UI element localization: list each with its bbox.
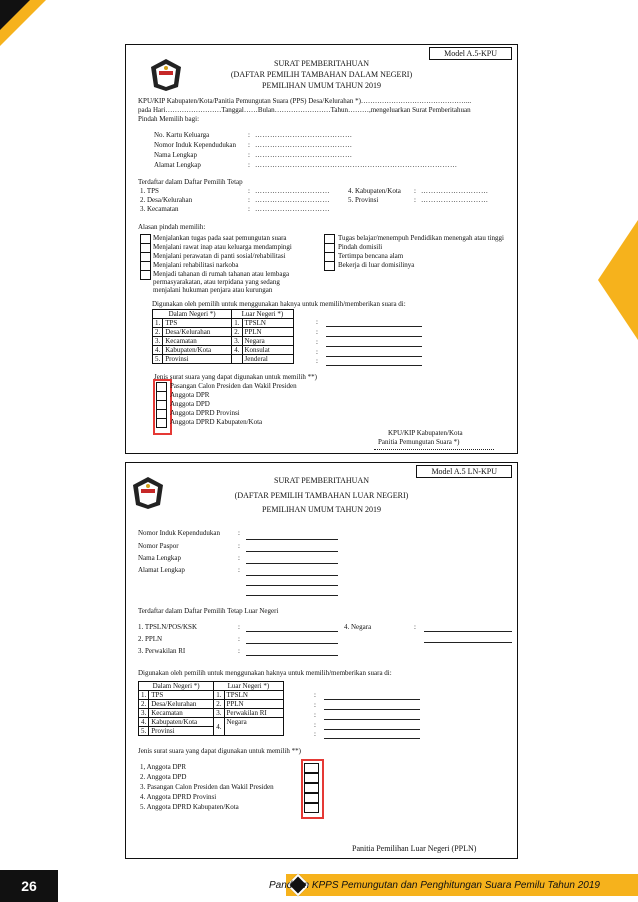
form-a5-kpu	[125, 44, 518, 454]
form-subtitle: (DAFTAR PEMILIH TAMBAHAN LUAR NEGERI)	[234, 491, 409, 500]
ballot-label: 2. Anggota DPD	[140, 773, 187, 781]
answer-line[interactable]	[324, 709, 420, 710]
section-title: Alasan pindah memilih:	[138, 223, 206, 231]
answer-line[interactable]	[326, 336, 422, 337]
field-label: Nama Lengkap	[138, 554, 181, 562]
answer-line[interactable]	[324, 729, 420, 730]
form-subtitle: (DAFTAR PEMILIH TAMBAHAN DALAM NEGERI)	[230, 70, 413, 79]
answer-line[interactable]	[326, 365, 422, 366]
location-table	[152, 309, 294, 364]
field-colon: :	[238, 647, 240, 655]
table-cell[interactable]: Desa/Kelurahan	[163, 328, 232, 337]
table-cell[interactable]: Desa/Kelurahan	[149, 700, 214, 709]
table-cell: 5.	[153, 355, 163, 364]
table-colon: :	[314, 701, 316, 709]
table-cell[interactable]: Negara	[224, 718, 283, 736]
answer-line[interactable]	[324, 699, 420, 700]
section-title: Digunakan oleh pemilih untuk menggunakan haknya untuk memilih/memberikan suara di:	[152, 300, 406, 308]
footer-title: Panduan KPPS Pemungutan dan Penghitungan Suara Pemilu Tahun 2019	[269, 880, 600, 891]
field-label: Alamat Lengkap	[138, 566, 185, 574]
table-cell[interactable]: TPSLN	[224, 691, 283, 700]
table-cell: 1.	[153, 319, 163, 328]
signature-label: Panitia Pemungutan Suara *)	[378, 438, 460, 446]
corner-decoration-top-left-dark	[0, 0, 30, 30]
table-cell: 2.	[153, 328, 163, 337]
table-cell	[232, 355, 242, 364]
answer-line[interactable]	[326, 346, 422, 347]
table-cell[interactable]: Kabupaten/Kota	[149, 718, 214, 727]
field-value[interactable]: : …………………………………	[248, 141, 353, 149]
location-table	[138, 681, 284, 736]
table-head: Dalam Negeri *)	[153, 310, 232, 319]
reg-value[interactable]: : …………………………	[248, 187, 330, 195]
table-cell[interactable]: Provinsi	[149, 727, 214, 736]
answer-line[interactable]	[424, 631, 512, 632]
reason-label: Tertimpa bencana alam	[338, 252, 404, 260]
intro-line-2: pada Hari……………………Tanggal……Bulan……………………Tahun………,mengeluarkan Surat Pemberitahuan	[138, 106, 471, 114]
field-colon: :	[238, 635, 240, 643]
ballot-label: Anggota DPRD Provinsi	[170, 409, 240, 417]
form-a5-ln-kpu	[125, 462, 518, 859]
table-cell: 4.	[153, 346, 163, 355]
table-cell[interactable]: TPSLN	[242, 319, 293, 328]
reason-label: Menjalankan tugas pada saat pemungutan suara	[153, 234, 287, 242]
table-cell[interactable]: Kecamatan	[163, 337, 232, 346]
section-title: Terdaftar dalam Daftar Pemilih Tetap	[138, 178, 243, 186]
field-colon: :	[238, 623, 240, 631]
form-title: SURAT PEMBERITAHUAN	[274, 59, 369, 68]
field-value[interactable]: : …………………………………	[248, 131, 353, 139]
field-colon: :	[238, 566, 240, 574]
form-year: PEMILIHAN UMUM TAHUN 2019	[262, 81, 381, 90]
answer-line[interactable]	[246, 595, 338, 596]
reason-label: Tugas belajar/menempuh Pendidikan menengah atau tinggi	[338, 234, 504, 242]
reg-label: 4. Kabupaten/Kota	[348, 187, 401, 195]
ballot-label: 5. Anggota DPRD Kabupaten/Kota	[140, 803, 239, 811]
reg-label: 4. Negara	[344, 623, 372, 631]
reason-label: permasyarakatan, atau terpidana yang sedang	[153, 278, 280, 286]
reg-label: 3. Perwakilan RI	[138, 647, 186, 655]
intro-line-1: KPU/KIP Kabupaten/Kota/Panitia Pemungutan Suara (PPS) Desa/Kelurahan *)………………………………………...	[138, 97, 472, 105]
table-colon: :	[314, 711, 316, 719]
table-colon: :	[316, 328, 318, 336]
table-colon: :	[316, 318, 318, 326]
reason-label: menjalani hukuman penjara atau kurungan	[153, 286, 273, 294]
table-cell[interactable]: Jenderal	[242, 355, 293, 364]
table-cell[interactable]: Provinsi	[163, 355, 232, 364]
table-cell: 3.	[153, 337, 163, 346]
field-colon: :	[238, 542, 240, 550]
reg-label: 2. Desa/Kelurahan	[140, 196, 193, 204]
table-cell[interactable]: Konsulat	[242, 346, 293, 355]
signature-label: Panitia Pemilihan Luar Negeri (PPLN)	[352, 844, 477, 853]
highlight-box	[301, 759, 324, 819]
table-cell[interactable]: Perwakilan RI	[224, 709, 283, 718]
field-colon: :	[238, 529, 240, 537]
reg-label: 2. PPLN	[138, 635, 163, 643]
model-label: Model A.5-KPU	[429, 47, 512, 60]
signature-line[interactable]	[374, 449, 494, 450]
ballot-label: 3. Pasangan Calon Presiden dan Wakil Presiden	[140, 783, 274, 791]
ballot-label: Anggota DPRD Kabupaten/Kota	[170, 418, 263, 426]
reason-label: Menjalani perawatan di panti sosial/rehabilitasi	[153, 252, 286, 260]
table-head: Luar Negeri *)	[232, 310, 293, 319]
table-cell[interactable]: PPLN	[224, 700, 283, 709]
form-year: PEMILIHAN UMUM TAHUN 2019	[262, 505, 381, 514]
answer-line[interactable]	[424, 642, 512, 643]
section-title: Jenis surat suara yang dapat digunakan untuk memilih **)	[154, 373, 317, 381]
table-colon: :	[316, 348, 318, 356]
table-cell[interactable]: Kecamatan	[149, 709, 214, 718]
page-footer	[0, 864, 638, 902]
table-cell: 1.	[139, 691, 149, 700]
reason-label: Menjalani rawat inap atau keluarga mendampingi	[153, 243, 292, 251]
table-cell: 4.	[214, 718, 224, 736]
table-colon: :	[314, 691, 316, 699]
table-head: Dalam Negeri *)	[139, 682, 214, 691]
reg-label: 3. Kecamatan	[140, 205, 179, 213]
table-cell: 1.	[232, 319, 242, 328]
answer-line[interactable]	[246, 575, 338, 576]
table-cell: 5.	[139, 727, 149, 736]
ballot-label: 4. Anggota DPRD Provinsi	[140, 793, 217, 801]
table-colon: :	[314, 721, 316, 729]
table-cell[interactable]: Negara	[242, 337, 293, 346]
field-label: Alamat Lengkap	[154, 161, 201, 169]
answer-line[interactable]	[326, 326, 422, 327]
answer-line[interactable]	[326, 356, 422, 357]
reg-label: 1. TPSLN/POS/KSK	[138, 623, 198, 631]
model-label: Model A.5 LN-KPU	[416, 465, 512, 478]
reg-value[interactable]: : …………………………	[248, 205, 330, 213]
table-colon: :	[314, 730, 316, 738]
table-cell[interactable]: TPS	[149, 691, 214, 700]
reason-label: Bekerja di luar domisilinya	[338, 261, 415, 269]
reg-label: 1. TPS	[140, 187, 159, 195]
section-title: Digunakan oleh pemilih untuk menggunakan haknya untuk memilih/memberikan suara di:	[138, 669, 392, 677]
table-cell: 3.	[232, 337, 242, 346]
field-value[interactable]: : …………………………………	[248, 151, 353, 159]
reg-label: 5. Provinsi	[348, 196, 379, 204]
section-title: Jenis surat suara yang dapat digunakan untuk memilih **)	[138, 747, 301, 755]
table-cell[interactable]: PPLN	[242, 328, 293, 337]
reg-value[interactable]: : ………………………	[414, 196, 489, 204]
table-colon: :	[316, 338, 318, 346]
field-label: Nomor Paspor	[138, 542, 179, 550]
reason-label: Menjadi tahanan di rumah tahanan atau lembaga	[153, 270, 290, 278]
reason-checkbox[interactable]	[324, 261, 335, 271]
answer-line[interactable]	[324, 719, 420, 720]
field-label: Nama Lengkap	[154, 151, 197, 159]
page-number: 26	[0, 870, 58, 902]
answer-line[interactable]	[324, 738, 420, 739]
reason-checkbox[interactable]	[140, 270, 151, 280]
table-cell[interactable]: Kabupaten/Kota	[163, 346, 232, 355]
reg-value[interactable]: : …………………………	[248, 196, 330, 204]
reason-label: Pindah domisili	[338, 243, 383, 251]
answer-line[interactable]	[246, 551, 338, 552]
field-value[interactable]: : ………………………………………………………………………	[248, 161, 458, 169]
table-cell: 1.	[214, 691, 224, 700]
ballot-label: 1, Anggota DPR	[140, 763, 187, 771]
ballot-label: Anggota DPD	[170, 400, 210, 408]
table-cell[interactable]: TPS	[163, 319, 232, 328]
table-cell: 3.	[214, 709, 224, 718]
table-colon: :	[316, 357, 318, 365]
reason-label: Menjalani rehabilitasi narkoba	[153, 261, 239, 269]
answer-line[interactable]	[246, 563, 338, 564]
answer-line[interactable]	[246, 631, 338, 632]
intro-line-3: Pindah Memilih bagi:	[138, 115, 200, 123]
field-label: Nomor Induk Kependudukan	[138, 529, 221, 537]
form-title: SURAT PEMBERITAHUAN	[274, 476, 369, 485]
field-colon: :	[238, 554, 240, 562]
corner-decoration-right	[598, 220, 638, 340]
answer-line[interactable]	[246, 655, 338, 656]
reg-value[interactable]: : ………………………	[414, 187, 489, 195]
field-label: No. Kartu Keluarga	[154, 131, 210, 139]
answer-line[interactable]	[246, 539, 338, 540]
answer-line[interactable]	[246, 643, 338, 644]
ballot-label: Pasangan Calon Presiden dan Wakil Presiden	[170, 382, 297, 390]
section-title: Terdaftar dalam Daftar Pemilih Tetap Luar Negeri	[138, 607, 279, 615]
field-label: Nomor Induk Kependudukan	[154, 141, 237, 149]
table-cell: 2.	[232, 328, 242, 337]
table-cell: 4.	[139, 718, 149, 727]
table-cell: 3.	[139, 709, 149, 718]
signature-label: KPU/KIP Kabupaten/Kota	[388, 429, 463, 437]
table-cell: 4.	[232, 346, 242, 355]
table-head: Luar Negeri *)	[214, 682, 283, 691]
table-cell: 2.	[139, 700, 149, 709]
ballot-label: Anggota DPR	[170, 391, 210, 399]
table-cell: 2.	[214, 700, 224, 709]
answer-line[interactable]	[246, 585, 338, 586]
field-colon: :	[414, 623, 416, 631]
